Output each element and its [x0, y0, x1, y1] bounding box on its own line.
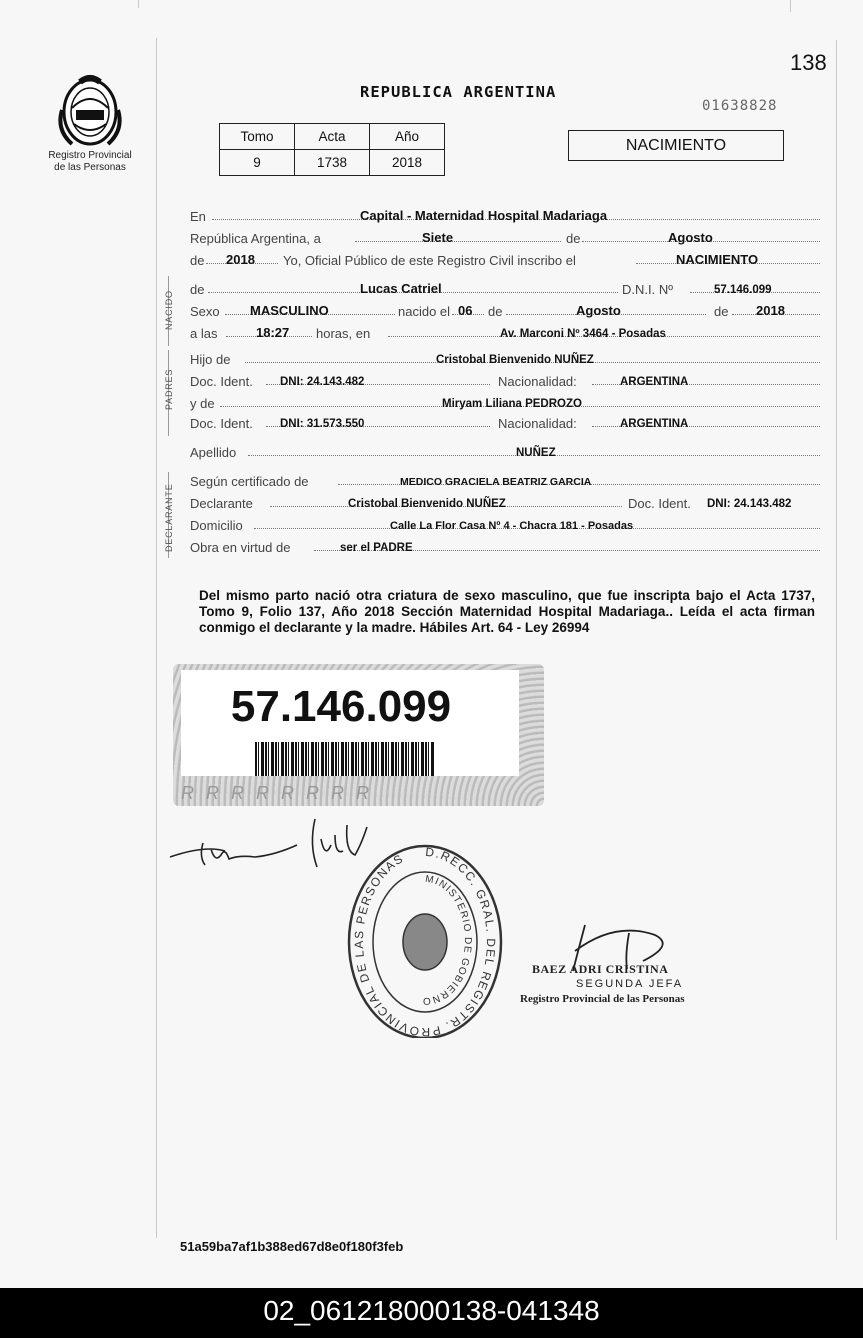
field-value: 18:27 [256, 325, 290, 340]
field-value: DNI: 24.143.482 [707, 498, 792, 510]
field-value: DNI: 24.143.482 [280, 376, 365, 388]
field-value: Cristobal Bienvenido NUÑEZ [436, 354, 594, 366]
declarant-signature [165, 815, 375, 875]
row-mother-name [190, 396, 820, 414]
field-label: de [190, 253, 205, 268]
field-value: NACIMIENTO [676, 252, 759, 267]
document-hash: 51a59ba7af1b388ed67d8e0f180f3feb [180, 1239, 404, 1254]
field-label: Obra en virtud de [190, 540, 291, 555]
field-value: Agosto [668, 230, 713, 245]
row-nacido-name [190, 282, 820, 300]
field-value: 2018 [226, 252, 255, 267]
misiones-shield-icon [54, 70, 126, 150]
register-value-row [220, 150, 445, 176]
logo-caption [46, 150, 134, 174]
label-pattern-letters: RRRRRRRR [181, 783, 381, 803]
field-value: Calle La Flor Casa Nº 4 - Chacra 181 - Posadas [390, 520, 634, 532]
field-label: Según certificado de [190, 474, 309, 489]
row-de-year [190, 253, 820, 271]
field-label: de [714, 304, 729, 319]
field-value: Agosto [576, 303, 621, 318]
register-value: 2018 [370, 150, 445, 176]
field-label: Hijo de [190, 352, 231, 367]
field-value: DNI: 31.573.550 [280, 418, 365, 430]
field-label: Doc. Ident. [628, 496, 691, 511]
field-value: Miryam Liliana PEDROZO [442, 398, 582, 410]
footer-code: 02_061218000138-041348 [0, 1288, 863, 1338]
row-father-doc [190, 374, 820, 392]
row-apellido [190, 445, 820, 463]
stamp-inner-text: MINISTERIO DE GOBIERNO [421, 873, 474, 1007]
field-label: República Argentina, a [190, 231, 321, 246]
register-header: Tomo [220, 124, 295, 150]
field-value: Av. Marconi Nº 3464 - Posadas [500, 328, 666, 340]
field-label: Apellido [190, 445, 237, 460]
field-value: NUÑEZ [516, 447, 556, 459]
field-label: de [488, 304, 503, 319]
observation-text: Del mismo parto nació otra criatura de sexo masculino, que fue inscripta bajo el Acta 1737, Tomo 9, Folio 137, Año 2018 Sección Maternidad Hospital Madariaga.. Leída el acta firman conmigo el declarante y la madre. Hábiles Art. 64 - Ley 26994 [199, 588, 815, 635]
logo-caption-line: de las Personas [54, 162, 126, 173]
field-value: MASCULINO [250, 303, 329, 318]
stamp-emblem-icon [403, 914, 447, 970]
field-label: horas, en [316, 326, 371, 341]
scan-edge-mark [138, 0, 139, 8]
row-father-name [190, 352, 820, 370]
page-right-edge [836, 40, 837, 1240]
field-value: 2018 [756, 303, 785, 318]
field-label: Sexo [190, 304, 220, 319]
register-header-row [220, 124, 445, 150]
field-value: ARGENTINA [620, 418, 689, 430]
row-mother-doc [190, 416, 820, 434]
row-republica [190, 231, 820, 249]
section-label-declarante: DECLARANTE [164, 483, 174, 552]
register-value: 9 [220, 150, 295, 176]
field-value: Siete [422, 230, 454, 245]
stamp-ring-text: D.RECC. GRAL. DEL REGISTR. PROVINCIAL DE LAS PERSONAS [351, 844, 499, 1038]
row-nacido-time [190, 326, 820, 344]
row-declarante [190, 496, 820, 514]
act-type-box: NACIMIENTO [568, 130, 784, 161]
field-label: de [190, 282, 205, 297]
field-value: MEDICO GRACIELA BEATRIZ GARCIA [400, 476, 592, 488]
field-value: Lucas Catriel [360, 281, 442, 296]
field-label: D.N.I. Nº [622, 282, 673, 297]
row-domicilio [190, 518, 820, 536]
field-label: Nacionalidad: [498, 416, 577, 431]
field-label: a las [190, 326, 218, 341]
register-table [219, 123, 445, 176]
register-header: Año [370, 124, 445, 150]
scan-edge-mark [790, 0, 791, 12]
dni-barcode-label [173, 664, 544, 806]
field-value: 57.146.099 [714, 284, 772, 296]
field-label: En [190, 209, 206, 224]
logo-caption-line: Registro Provincial [48, 150, 132, 161]
serial-number: 01638828 [702, 98, 778, 114]
register-header: Acta [295, 124, 370, 150]
provincial-seal-logo [46, 70, 134, 174]
field-value: 06 [458, 303, 473, 318]
signatory-position: SEGUNDA JEFA [576, 978, 684, 990]
field-value: Capital - Maternidad Hospital Madariaga [360, 208, 608, 223]
official-stamp [346, 842, 504, 1038]
field-label: nacido el [398, 304, 451, 319]
page-number: 138 [790, 50, 827, 75]
section-label-nacido: NACIDO [164, 290, 174, 330]
field-label: de [566, 231, 581, 246]
field-label: y de [190, 396, 215, 411]
field-label: Doc. Ident. [190, 374, 253, 389]
row-certificado [190, 474, 820, 492]
dni-number-print: 57.146.099 [230, 682, 452, 731]
field-label: Doc. Ident. [190, 416, 253, 431]
section-label-padres: PADRES [164, 368, 174, 410]
label-white-area [181, 670, 519, 776]
row-obra [190, 540, 820, 558]
field-value: Cristobal Bienvenido NUÑEZ [348, 498, 506, 510]
document-title: REPUBLICA ARGENTINA [360, 83, 557, 101]
field-value: ser el PADRE [340, 542, 413, 554]
row-en [190, 209, 820, 227]
register-value: 1738 [295, 150, 370, 176]
field-value: ARGENTINA [620, 376, 689, 388]
signatory-name: BAEZ ADRI CRISTINA [532, 962, 669, 976]
page-left-edge [156, 38, 157, 1238]
signatory-office: Registro Provincial de las Personas [520, 993, 685, 1005]
field-label: Nacionalidad: [498, 374, 577, 389]
field-label: Declarante [190, 496, 253, 511]
field-label: Yo, Oficial Público de este Registro Civil inscribo el [283, 253, 576, 268]
dotted-line [355, 241, 561, 242]
barcode [255, 742, 435, 776]
row-nacido-sexo [190, 304, 820, 322]
field-label: Domicilio [190, 518, 243, 533]
